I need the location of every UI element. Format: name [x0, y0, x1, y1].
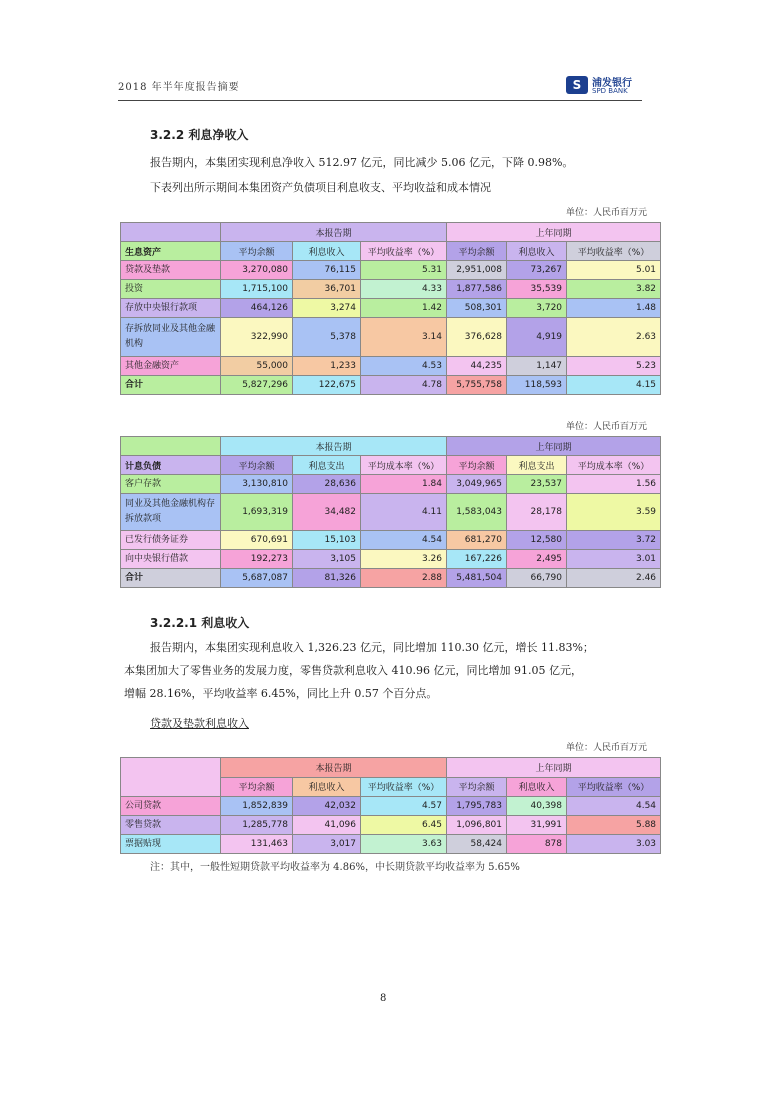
table-cell: 1,096,801 — [447, 816, 507, 835]
table-cell: 376,628 — [447, 318, 507, 357]
group-current-period: 本报告期 — [221, 758, 447, 778]
row-label: 贷款及垫款 — [121, 261, 221, 280]
interest-bearing-liabilities-table — [120, 436, 661, 588]
table-cell: 1,877,586 — [447, 280, 507, 299]
col-header: 利息收入 — [507, 242, 567, 261]
table-cell: 1,285,778 — [221, 816, 293, 835]
col-header: 平均余额 — [447, 242, 507, 261]
col-header: 平均余额 — [221, 456, 293, 475]
unit-label-2: 单位：人民币百万元 — [566, 422, 648, 432]
col-header: 利息收入 — [293, 777, 361, 797]
table-cell: 1.56 — [567, 475, 661, 494]
interest-earning-assets-table — [120, 222, 661, 395]
table-cell: 3,017 — [293, 835, 361, 854]
table-cell: 192,273 — [221, 550, 293, 569]
col-header: 利息收入 — [507, 777, 567, 797]
col-header: 平均成本率（%） — [361, 456, 447, 475]
table-cell: 42,032 — [293, 797, 361, 816]
header-divider — [118, 100, 642, 101]
table-cell: 4.78 — [361, 376, 447, 395]
table-row — [121, 531, 661, 550]
table-group-row — [121, 437, 661, 456]
subheading-loan-interest: 贷款及垫款利息收入 — [150, 717, 249, 730]
row-label: 合计 — [121, 569, 221, 588]
table-cell: 2.63 — [567, 318, 661, 357]
row-label: 向中央银行借款 — [121, 550, 221, 569]
table-cell: 3,049,965 — [447, 475, 507, 494]
col-header: 生息资产 — [121, 242, 221, 261]
table-cell: 5,827,296 — [221, 376, 293, 395]
table-cell: 5.23 — [567, 357, 661, 376]
loan-interest-income-table — [120, 757, 661, 854]
table-row-total — [121, 376, 661, 395]
table-cell: 1.48 — [567, 299, 661, 318]
paragraph-interest-income-2: 本集团加大了零售业务的发展力度，零售贷款利息收入 410.96 亿元，同比增加 91.05 亿元， — [124, 664, 582, 677]
table-corner — [121, 758, 221, 797]
bank-logo — [566, 74, 646, 98]
group-prior-period: 上年同期 — [447, 223, 661, 242]
col-header: 平均收益率（%） — [361, 242, 447, 261]
table-cell: 5.31 — [361, 261, 447, 280]
table-cell: 1,795,783 — [447, 797, 507, 816]
group-current-period: 本报告期 — [221, 437, 447, 456]
table-cell: 3.72 — [567, 531, 661, 550]
col-header: 平均余额 — [221, 242, 293, 261]
col-header: 利息支出 — [507, 456, 567, 475]
col-header: 计息负债 — [121, 456, 221, 475]
row-label: 票据贴现 — [121, 835, 221, 854]
col-header: 平均收益率（%） — [567, 242, 661, 261]
table-row — [121, 357, 661, 376]
table-row — [121, 299, 661, 318]
row-label: 投资 — [121, 280, 221, 299]
row-label: 零售贷款 — [121, 816, 221, 835]
table-cell: 3.26 — [361, 550, 447, 569]
table-row — [121, 835, 661, 854]
table-cell: 28,636 — [293, 475, 361, 494]
table-cell: 1.42 — [361, 299, 447, 318]
table-group-row — [121, 223, 661, 242]
table-cell: 58,424 — [447, 835, 507, 854]
row-label: 合计 — [121, 376, 221, 395]
col-header: 平均余额 — [447, 456, 507, 475]
table-cell: 4.53 — [361, 357, 447, 376]
table-cell: 118,593 — [507, 376, 567, 395]
row-label: 存放中央银行款项 — [121, 299, 221, 318]
table-cell: 1,693,319 — [221, 494, 293, 531]
table-cell: 3.01 — [567, 550, 661, 569]
paragraph-table-intro: 下表列出所示期间本集团资产负债项目利息收支、平均收益和成本情况 — [150, 181, 491, 194]
table-cell: 66,790 — [507, 569, 567, 588]
table-cell: 3.14 — [361, 318, 447, 357]
table-cell: 322,990 — [221, 318, 293, 357]
bank-logo-en: SPD BANK — [592, 87, 628, 95]
table-cell: 5.88 — [567, 816, 661, 835]
table-row — [121, 550, 661, 569]
table-cell: 1.84 — [361, 475, 447, 494]
table-cell: 878 — [507, 835, 567, 854]
paragraph-net-interest: 报告期内，本集团实现利息净收入 512.97 亿元，同比减少 5.06 亿元，下降 0.98%。 — [150, 156, 574, 169]
table-cell: 3.63 — [361, 835, 447, 854]
table-cell: 31,991 — [507, 816, 567, 835]
col-header: 平均收益率（%） — [567, 777, 661, 797]
table-cell: 1,715,100 — [221, 280, 293, 299]
row-label: 公司贷款 — [121, 797, 221, 816]
section-heading-net-interest: 3.2.2 利息净收入 — [150, 128, 249, 142]
table-cell: 3,274 — [293, 299, 361, 318]
row-label: 同业及其他金融机构存拆放款项 — [121, 494, 221, 531]
table-cell: 681,270 — [447, 531, 507, 550]
table-cell: 44,235 — [447, 357, 507, 376]
table-cell: 508,301 — [447, 299, 507, 318]
bank-logo-icon: S — [566, 76, 588, 94]
unit-label-1: 单位：人民币百万元 — [566, 208, 648, 218]
group-prior-period: 上年同期 — [447, 758, 661, 778]
table-row — [121, 280, 661, 299]
table-cell: 3,130,810 — [221, 475, 293, 494]
table-cell: 3,270,080 — [221, 261, 293, 280]
paragraph-interest-income-3: 增幅 28.16%，平均收益率 6.45%，同比上升 0.57 个百分点。 — [124, 687, 438, 700]
row-label: 客户存款 — [121, 475, 221, 494]
table-header-row — [121, 242, 661, 261]
table-cell: 3.59 — [567, 494, 661, 531]
table-cell: 3.03 — [567, 835, 661, 854]
row-label: 已发行债务证券 — [121, 531, 221, 550]
row-label: 存拆放同业及其他金融机构 — [121, 318, 221, 357]
table-row — [121, 475, 661, 494]
table-row — [121, 816, 661, 835]
table-cell: 3.82 — [567, 280, 661, 299]
table-cell: 4.54 — [361, 531, 447, 550]
col-header: 平均收益率（%） — [361, 777, 447, 797]
table-cell: 167,226 — [447, 550, 507, 569]
table-corner — [121, 223, 221, 242]
col-header: 利息收入 — [293, 242, 361, 261]
table-cell: 12,580 — [507, 531, 567, 550]
table-row-total — [121, 569, 661, 588]
table-cell: 1,233 — [293, 357, 361, 376]
table-cell: 4.15 — [567, 376, 661, 395]
table-cell: 5,481,504 — [447, 569, 507, 588]
table-row — [121, 261, 661, 280]
table-footnote: 注：其中，一般性短期贷款平均收益率为 4.86%，中长期贷款平均收益率为 5.65% — [150, 862, 520, 873]
table-cell: 1,583,043 — [447, 494, 507, 531]
table-cell: 23,537 — [507, 475, 567, 494]
table-cell: 122,675 — [293, 376, 361, 395]
table-cell: 28,178 — [507, 494, 567, 531]
table-cell: 40,398 — [507, 797, 567, 816]
group-current-period: 本报告期 — [221, 223, 447, 242]
table-row — [121, 494, 661, 531]
unit-label-3: 单位：人民币百万元 — [566, 743, 648, 753]
table-cell: 4.11 — [361, 494, 447, 531]
table-cell: 2.88 — [361, 569, 447, 588]
table-cell: 41,096 — [293, 816, 361, 835]
col-header: 利息支出 — [293, 456, 361, 475]
report-header-title: 2018 年半年度报告摘要 — [118, 82, 240, 93]
table-cell: 2.46 — [567, 569, 661, 588]
table-cell: 5,378 — [293, 318, 361, 357]
table-row — [121, 318, 661, 357]
table-cell: 76,115 — [293, 261, 361, 280]
table-cell: 2,495 — [507, 550, 567, 569]
table-cell: 81,326 — [293, 569, 361, 588]
table-cell: 5,687,087 — [221, 569, 293, 588]
table-cell: 670,691 — [221, 531, 293, 550]
row-label: 其他金融资产 — [121, 357, 221, 376]
section-heading-interest-income: 3.2.2.1 利息收入 — [150, 616, 250, 630]
table-cell: 4.57 — [361, 797, 447, 816]
table-header-row — [121, 456, 661, 475]
table-cell: 1,852,839 — [221, 797, 293, 816]
page-number: 8 — [380, 993, 387, 1004]
bank-logo-cn: 浦发银行 — [592, 78, 632, 89]
col-header: 平均余额 — [447, 777, 507, 797]
table-cell: 35,539 — [507, 280, 567, 299]
table-cell: 36,701 — [293, 280, 361, 299]
paragraph-interest-income-1: 报告期内，本集团实现利息收入 1,326.23 亿元，同比增加 110.30 亿元，增长 11.83%； — [150, 641, 594, 654]
col-header: 平均成本率（%） — [567, 456, 661, 475]
table-cell: 464,126 — [221, 299, 293, 318]
table-cell: 2,951,008 — [447, 261, 507, 280]
table-cell: 73,267 — [507, 261, 567, 280]
table-cell: 5,755,758 — [447, 376, 507, 395]
table-cell: 34,482 — [293, 494, 361, 531]
table-cell: 15,103 — [293, 531, 361, 550]
table-cell: 6.45 — [361, 816, 447, 835]
table-cell: 4.33 — [361, 280, 447, 299]
table-row — [121, 797, 661, 816]
table-cell: 5.01 — [567, 261, 661, 280]
group-prior-period: 上年同期 — [447, 437, 661, 456]
table-group-row — [121, 758, 661, 778]
table-cell: 4.54 — [567, 797, 661, 816]
table-cell: 131,463 — [221, 835, 293, 854]
table-cell: 4,919 — [507, 318, 567, 357]
table-cell: 55,000 — [221, 357, 293, 376]
table-cell: 3,720 — [507, 299, 567, 318]
col-header: 平均余额 — [221, 777, 293, 797]
table-cell: 3,105 — [293, 550, 361, 569]
table-corner — [121, 437, 221, 456]
table-cell: 1,147 — [507, 357, 567, 376]
